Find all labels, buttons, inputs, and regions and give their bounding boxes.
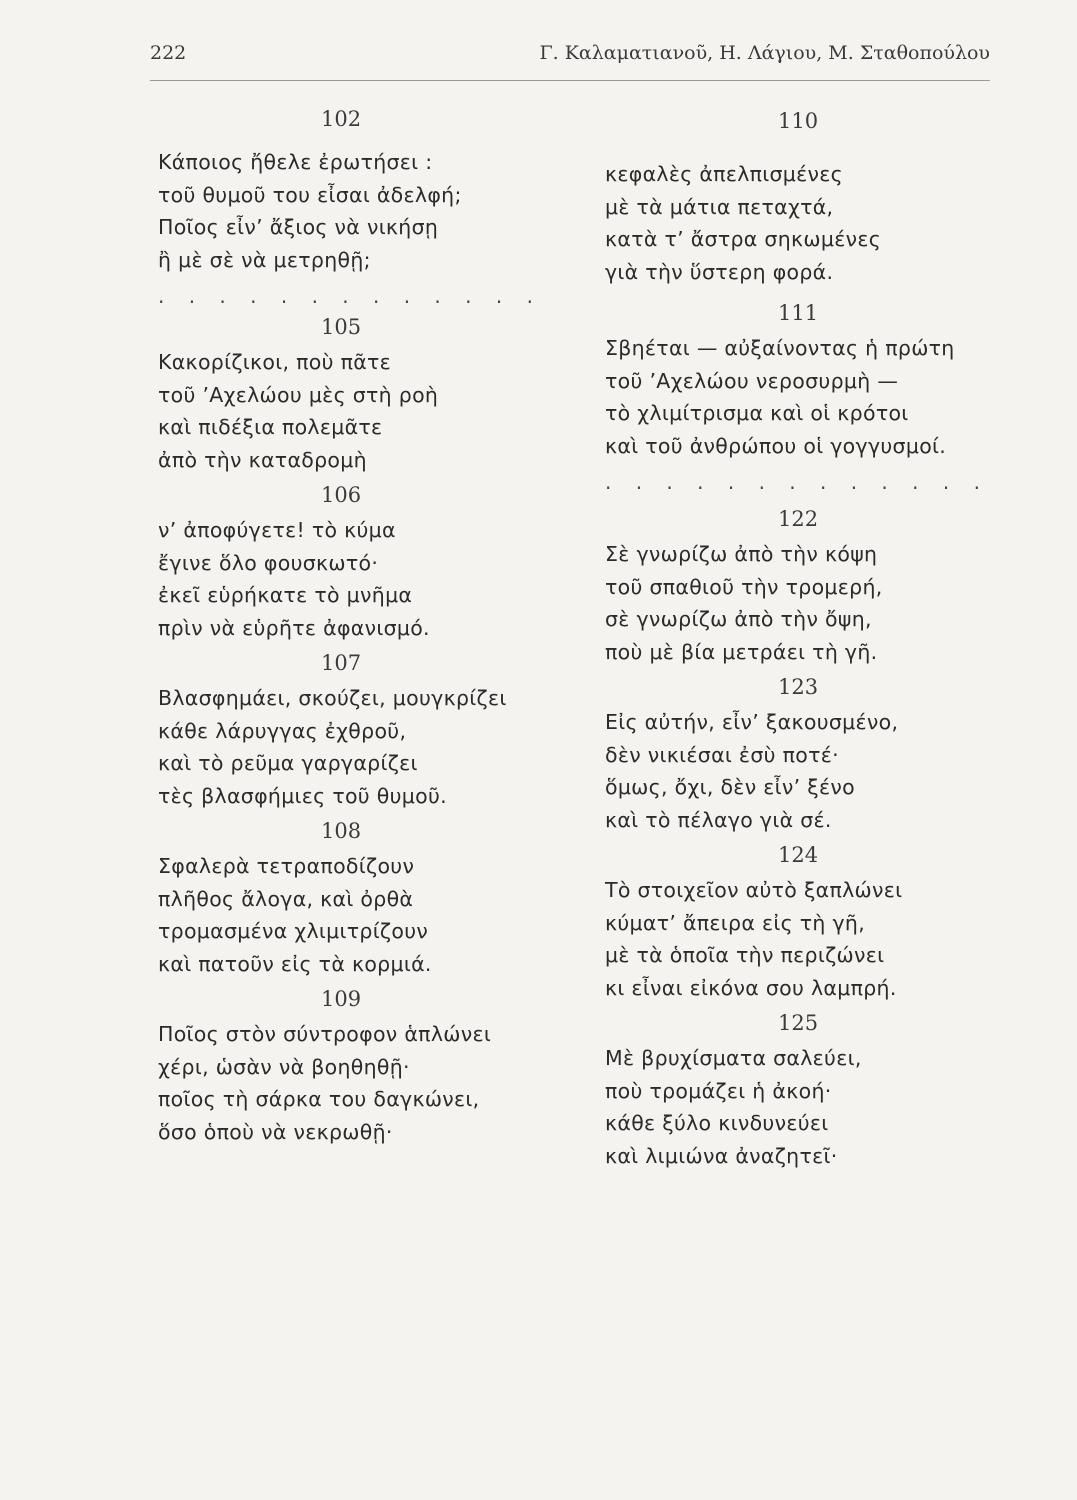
- stanza: [158, 476, 578, 644]
- verse-line: καὶ τοῦ ἀνθρώπου οἱ γογγυσμοί.: [605, 433, 947, 458]
- verse-line: κι εἶναι εἰκόνα σου λαμπρή.: [605, 975, 897, 1000]
- verse-line: ἔγινε ὅλο φουσκωτό·: [158, 550, 379, 575]
- stanza-number: 123: [778, 675, 819, 699]
- running-head: Γ. Καλαματιανοῦ, Η. Λάγιου, Μ. Σταθοπούλου: [539, 42, 990, 64]
- verse-line: μὲ τὰ ὁποῖα τὴν περιζώνει: [605, 943, 885, 967]
- verse-line: τὲς βλασφήμιες τοῦ θυμοῦ.: [158, 783, 447, 808]
- verse-line: κεφαλὲς ἀπελπισμένες: [605, 162, 843, 186]
- verse-line: ἢ μὲ σὲ νὰ μετρηθῇ;: [158, 247, 371, 272]
- verse-line: τοῦ ’Αχελώου μὲς στὴ ροὴ: [158, 382, 439, 407]
- verse-line: ποὺ μὲ βία μετράει τὴ γῆ.: [605, 639, 878, 664]
- verse-line: δὲν νικιέσαι ἐσὺ ποτέ·: [605, 742, 839, 767]
- verse-line: Ποῖος εἶν’ ἄξιος νὰ νικήσῃ: [158, 215, 439, 239]
- verse-line: καὶ πιδέξια πολεμᾶτε: [158, 415, 383, 439]
- stanza-number: 106: [321, 483, 362, 507]
- stanza: [158, 308, 578, 476]
- stanza: [605, 500, 1025, 668]
- stanza-number: 102: [321, 107, 362, 131]
- verse-line: Σφαλερὰ τετραποδίζουν: [158, 854, 415, 878]
- stanza-number: 108: [321, 819, 362, 843]
- stanza: [158, 100, 578, 276]
- stanza: [158, 644, 578, 812]
- verse-line: τοῦ ’Αχελώου νεροσυρμὴ —: [605, 368, 899, 393]
- verse-line: τὸ χλιμίτρισμα καὶ οἱ κρότοι: [605, 401, 909, 425]
- left-column: [158, 100, 578, 1148]
- verse-line: χέρι, ὡσὰν νὰ βοηθηθῇ·: [158, 1054, 410, 1079]
- verse-line: ποὺ τρομάζει ἡ ἀκοή·: [605, 1078, 832, 1103]
- stanza: [605, 668, 1025, 836]
- stanza: [158, 980, 578, 1148]
- page-header: [150, 36, 990, 81]
- verse-line: Εἰς αὐτήν, εἶν’ ξακουσμένο,: [605, 710, 899, 734]
- verse-line: μὲ τὰ μάτια πεταχτά,: [605, 194, 834, 219]
- omission-marks: . . . . . . . . . . . . .: [605, 470, 989, 494]
- stanza: [158, 812, 578, 980]
- page-number: 222: [150, 42, 187, 64]
- stanza-number: 124: [778, 843, 819, 867]
- stanza-number: 105: [321, 315, 362, 339]
- verse-line: ὅσο ὁποὺ νὰ νεκρωθῇ·: [158, 1119, 393, 1144]
- stanza-number: 110: [778, 109, 819, 133]
- verse-line: κατὰ τ’ ἄστρα σηκωμένες: [605, 227, 882, 251]
- stanza-number: 122: [778, 507, 819, 531]
- verse-line: καὶ τὸ ρεῦμα γαργαρίζει: [158, 751, 418, 775]
- stanza-number: 107: [321, 651, 362, 675]
- verse-line: Σβηέται — αὐξαίνοντας ἡ πρώτη: [605, 336, 955, 360]
- verse-line: Τὸ στοιχεῖον αὐτὸ ξαπλώνει: [605, 878, 903, 902]
- verse-line: καὶ πατοῦν εἰς τὰ κορμιά.: [158, 951, 432, 976]
- verse-line: κάθε λάρυγγας ἐχθροῦ,: [158, 718, 407, 743]
- verse-line: καὶ τὸ πέλαγο γιὰ σέ.: [605, 807, 832, 832]
- verse-line: τρομασμένα χλιμιτρίζουν: [158, 919, 429, 943]
- verse-line: ἐκεῖ εὑρήκατε τὸ μνῆμα: [158, 583, 413, 607]
- verse-line: Κακορίζικοι, ποὺ πᾶτε: [158, 350, 392, 374]
- verse-line: Ποῖος στὸν σύντροφον ἁπλώνει: [158, 1022, 492, 1046]
- verse-line: πρὶν νὰ εὑρῆτε ἀφανισμό.: [158, 615, 430, 640]
- verse-line: ἀπὸ τὴν καταδρομὴ: [158, 447, 367, 472]
- stanza-number: 125: [778, 1011, 819, 1035]
- right-column: [605, 102, 1025, 1172]
- stanza: [605, 836, 1025, 1004]
- verse-line: σὲ γνωρίζω ἀπὸ τὴν ὄψη,: [605, 607, 872, 631]
- verse-line: ποῖος τὴ σάρκα του δαγκώνει,: [158, 1087, 480, 1111]
- verse-line: κύματ’ ἄπειρα εἰς τὴ γῆ,: [605, 910, 866, 935]
- verse-line: τοῦ θυμοῦ του εἶσαι ἀδελφή;: [158, 182, 462, 207]
- verse-line: κάθε ξύλο κινδυνεύει: [605, 1111, 829, 1135]
- verse-line: ν’ ἀποφύγετε! τὸ κύμα: [158, 518, 396, 542]
- verse-line: ὅμως, ὄχι, δὲν εἶν’ ξένο: [605, 775, 855, 799]
- verse-line: Βλασφημάει, σκούζει, μουγκρίζει: [158, 686, 507, 710]
- verse-line: γιὰ τὴν ὕστερη φορά.: [605, 259, 834, 284]
- stanza: [605, 1004, 1025, 1172]
- stanza: [605, 102, 1025, 288]
- verse-line: Κάποιος ἤθελε ἐρωτήσει :: [158, 150, 433, 174]
- verse-line: καὶ λιμιώνα ἀναζητεῖ·: [605, 1143, 838, 1168]
- stanza-number: 111: [778, 301, 819, 325]
- verse-line: Σὲ γνωρίζω ἀπὸ τὴν κόψη: [605, 542, 878, 566]
- verse-line: πλῆθος ἄλογα, καὶ ὀρθὰ: [158, 886, 414, 911]
- verse-line: Μὲ βρυχίσματα σαλεύει,: [605, 1046, 862, 1070]
- stanza-number: 109: [321, 987, 362, 1011]
- verse-line: τοῦ σπαθιοῦ τὴν τρομερή,: [605, 574, 883, 599]
- stanza: [605, 294, 1025, 462]
- omission-marks: . . . . . . . . . . . . .: [158, 284, 542, 308]
